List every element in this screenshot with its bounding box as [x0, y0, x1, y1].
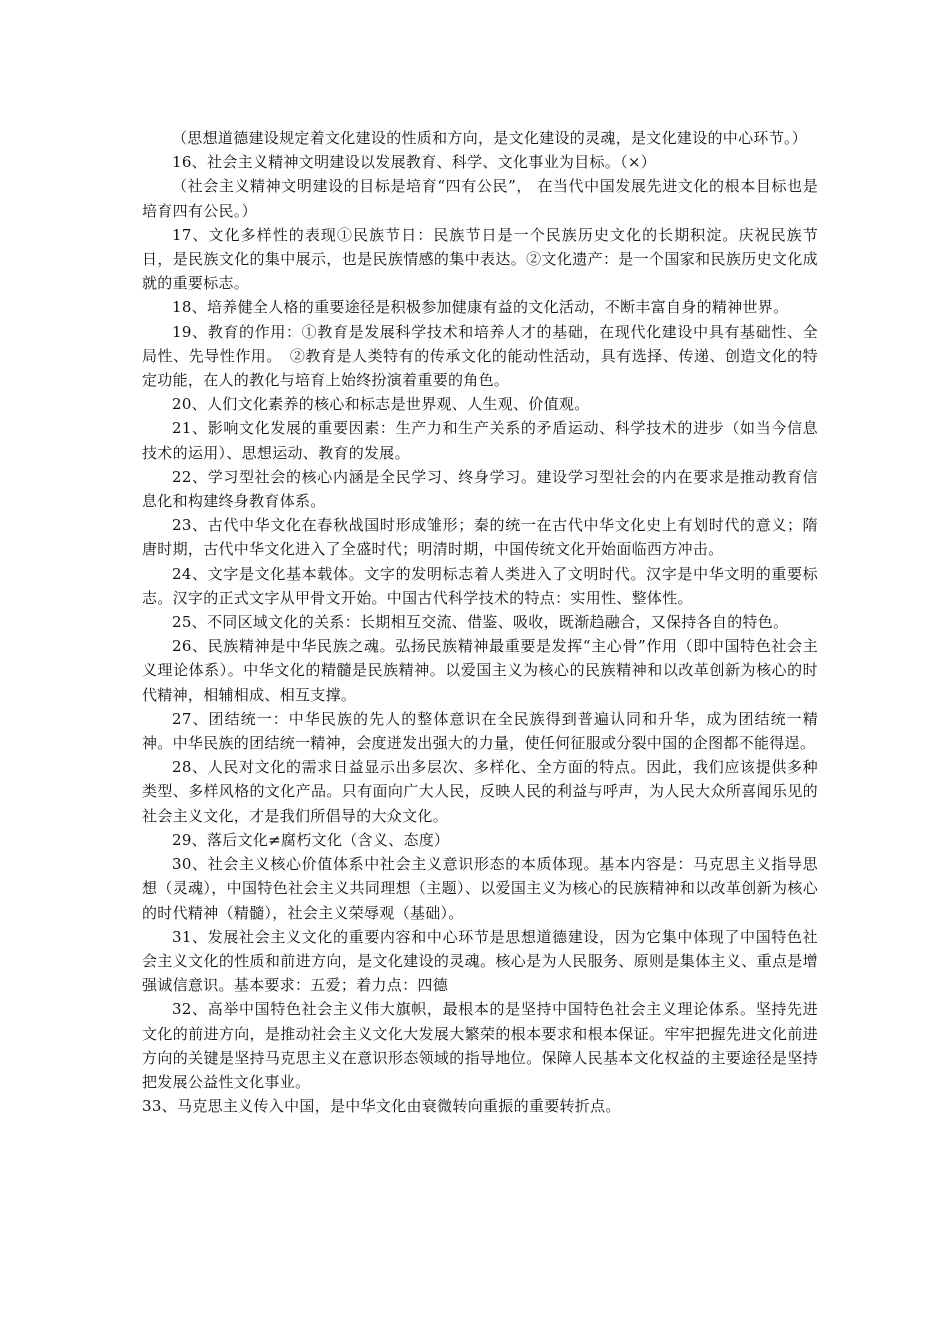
- paragraph-2: 16、社会主义精神文明建设以发展教育、科学、文化事业为目标。（×）: [172, 153, 657, 172]
- paragraph-5: 18、培养健全人格的重要途径是积极参加健康有益的文化活动，不断丰富自身的精神世界。: [172, 298, 789, 317]
- paragraph-14: 27、团结统一：中华民族的先人的整体意识在全民族得到普遍认同和升华，成为团结统一精神。中华民族的团结统一精神，会度迸发出强大的力量，使任何征服或分裂中国的企图都不能得逞。: [142, 709, 818, 753]
- paragraph-8: 21、影响文化发展的重要因素：生产力和生产关系的矛盾运动、科学技术的进步（如当今信息技术的运用）、思想运动、教育的发展。: [142, 419, 818, 462]
- paragraph-9: 22、学习型社会的核心内涵是全民学习、终身学习。建设学习型社会的内在要求是推动教育信息化和构建终身教育体系。: [142, 467, 818, 511]
- paragraph-12: 25、不同区域文化的关系：长期相互交流、借鉴、吸收，既渐趋融合，又保持各自的特色。: [172, 613, 789, 632]
- paragraph-17: 30、社会主义核心价值体系中社会主义意识形态的本质体现。基本内容是：马克思主义指导思想（灵魂），中国特色社会主义共同理想（主题）、以爱国主义为核心的民族精神和以改革创新为核心的时代精神（精髓），社会主义荣辱观（基础）。: [142, 855, 818, 922]
- paragraph-16: 29、落后文化≠腐朽文化（含义、态度）: [172, 830, 450, 849]
- paragraph-13: 26、民族精神是中华民族之魂。弘扬民族精神最重要是发挥“主心骨”作用（即中国特色社会主义理论体系）。中华文化的精髓是民族精神。以爱国主义为核心的民族精神和以改革创新为核心的时代精神，相辅相成、相互支撑。: [142, 637, 818, 704]
- paragraph-15: 28、人民对文化的需求日益显示出多层次、多样化、全方面的特点。因此，我们应该提供多种类型、多样风格的文化产品。只有面向广大人民，反映人民的利益与呼声，为人民大众所喜闻乐见的社会主义文化，才是我们所倡导的大众文化。: [142, 758, 818, 825]
- paragraph-20: 33、马克思主义传入中国，是中华文化由衰微转向重振的重要转折点。: [142, 1097, 621, 1116]
- paragraph-4: 17、文化多样性的表现①民族节日：民族节日是一个民族历史文化的长期积淀。庆祝民族节日，是民族文化的集中展示，也是民族情感的集中表达。②文化遗产：是一个国家和民族历史文化成就的重要标志。: [142, 225, 818, 293]
- paragraph-10: 23、古代中华文化在春秋战国时形成雏形；秦的统一在古代中华文化史上有划时代的意义；隋唐时期，古代中华文化进入了全盛时代；明清时期，中国传统文化开始面临西方冲击。: [142, 516, 818, 559]
- paragraph-1: （思想道德建设规定着文化建设的性质和方向，是文化建设的灵魂，是文化建设的中心环节。）: [172, 129, 808, 147]
- paragraph-7: 20、人们文化素养的核心和标志是世界观、人生观、价值观。: [172, 395, 590, 414]
- paragraph-11: 24、文字是文化基本载体。文字的发明标志着人类进入了文明时代。汉字是中华文明的重要标志。汉字的正式文字从甲骨文开始。中国古代科学技术的特点：实用性、整体性。: [142, 564, 818, 607]
- paragraph-19: 32、高举中国特色社会主义伟大旗帜，最根本的是坚持中国特色社会主义理论体系。坚持先进文化的前进方向，是推动社会主义文化大发展大繁荣的根本要求和根本保证。牢牢把握先进文化前进方向的关键是坚持马克思主义在意识形态领域的指导地位。保障人民基本文化权益的主要途径是坚持把发展公益性文化事业。: [142, 1000, 818, 1091]
- paragraph-18: 31、发展社会主义文化的重要内容和中心环节是思想道德建设，因为它集中体现了中国特色社会主义文化的性质和前进方向，是文化建设的灵魂。核心是为人民服务、原则是集体主义、重点是增强诚信意识。基本要求：五爱；着力点：四德: [142, 927, 818, 995]
- document-page: [142, 126, 818, 1118]
- paragraph-3: （社会主义精神文明建设的目标是培育“四有公民”， 在当代中国发展先进文化的根本目标也是培育四有公民。）: [142, 177, 818, 220]
- paragraph-6: 19、教育的作用：①教育是发展科学技术和培养人才的基础，在现代化建设中具有基础性、全局性、先导性作用。 ②教育是人类特有的传承文化的能动性活动，具有选择、传递、创造文化的特定功能，在人的教化与培育上始终扮演着重要的角色。: [142, 322, 818, 390]
